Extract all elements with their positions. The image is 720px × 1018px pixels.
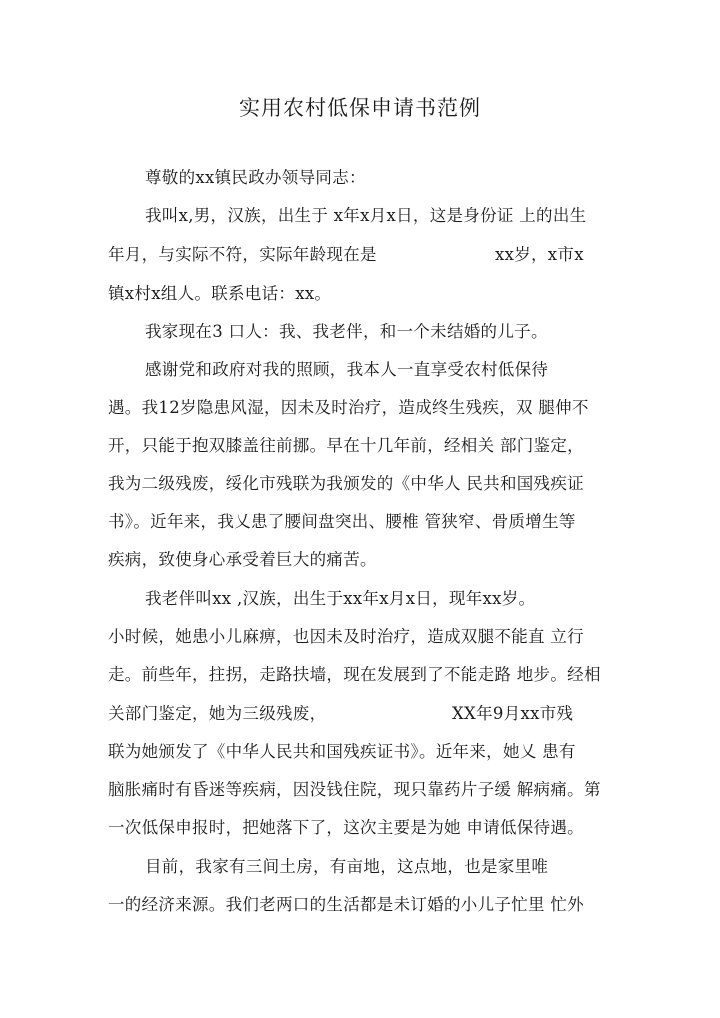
paragraph-2-line-1: 我家现在3 口人：我、我老伴，和一个未结婚的儿子。 <box>145 322 548 341</box>
paragraph-1-line-3: 镇x村x组人。联系电话：xx。 <box>108 284 332 303</box>
paragraph-1-line-2: 年月，与实际不符，实际年龄现在是 <box>108 245 377 264</box>
paragraph-5-line-2: 一的经济来源。我们老两口的生活都是未订婚的小儿子忙里 忙外 <box>108 895 584 914</box>
paragraph-4-line-4: 关部门鉴定，她为三级残废， <box>108 704 327 723</box>
paragraph-4-line-5: 联为她颁发了《中华人民共和国残疾证书》。近年来，她乂 患有 <box>108 742 576 761</box>
paragraph-1-line-2-tail: xx岁，x市x <box>495 245 584 264</box>
paragraph-3-line-1: 感谢党和政府对我的照顾，我本人一直享受农村低保待 <box>145 360 549 379</box>
paragraph-4-line-1: 我老伴叫xx ,汉族，出生于xx年x月x日，现年xx岁。 <box>145 589 536 608</box>
paragraph-3-line-5: 书》。近年来，我乂患了腰间盘突出、腰椎 管狭窄、骨质增生等 <box>108 512 576 531</box>
paragraph-1-line-1: 我叫x,男，汉族，出生于 x年x月x日，这是身份证 上的出生 <box>145 206 587 225</box>
paragraph-4-line-6: 脑胀痛时有昏迷等疾病，因没钱住院，现只靠药片子缓 解病痛。第 <box>108 780 601 799</box>
paragraph-4-line-7: 一次低保申报时，把她落下了，这次主要是为她 申请低保待遇。 <box>108 818 584 837</box>
paragraph-3-line-6: 疾病，致使身心承受着巨大的痛苦。 <box>108 550 377 569</box>
paragraph-4-line-3: 走。前些年，拄拐，走路扶墙，现在发展到了不能走路 地步。经相 <box>108 665 601 684</box>
paragraph-5-line-1: 目前，我家有三间土房，有亩地，这点地，也是家里唯 <box>145 857 549 876</box>
salutation-line: 尊敬的xx镇民政办领导同志： <box>145 168 366 187</box>
paragraph-3-line-4: 我为二级残废，绥化市残联为我颁发的《中华人 民共和国残疾证 <box>108 474 584 493</box>
document-title: 实用农村低保申请书范例 <box>239 96 481 120</box>
paragraph-3-line-2: 遇。我12岁隐患风湿，因未及时治疗，造成终生残疾，双 腿伸不 <box>108 398 589 417</box>
paragraph-3-line-3: 开，只能于抱双膝盖往前挪。早在十几年前，经相关 部门鉴定， <box>108 436 584 455</box>
paragraph-4-line-2: 小时候，她患小儿麻痹，也因未及时治疗，造成双腿不能直 立行 <box>108 627 584 646</box>
paragraph-4-line-4-tail: XX年9月xx市残 <box>452 704 574 723</box>
